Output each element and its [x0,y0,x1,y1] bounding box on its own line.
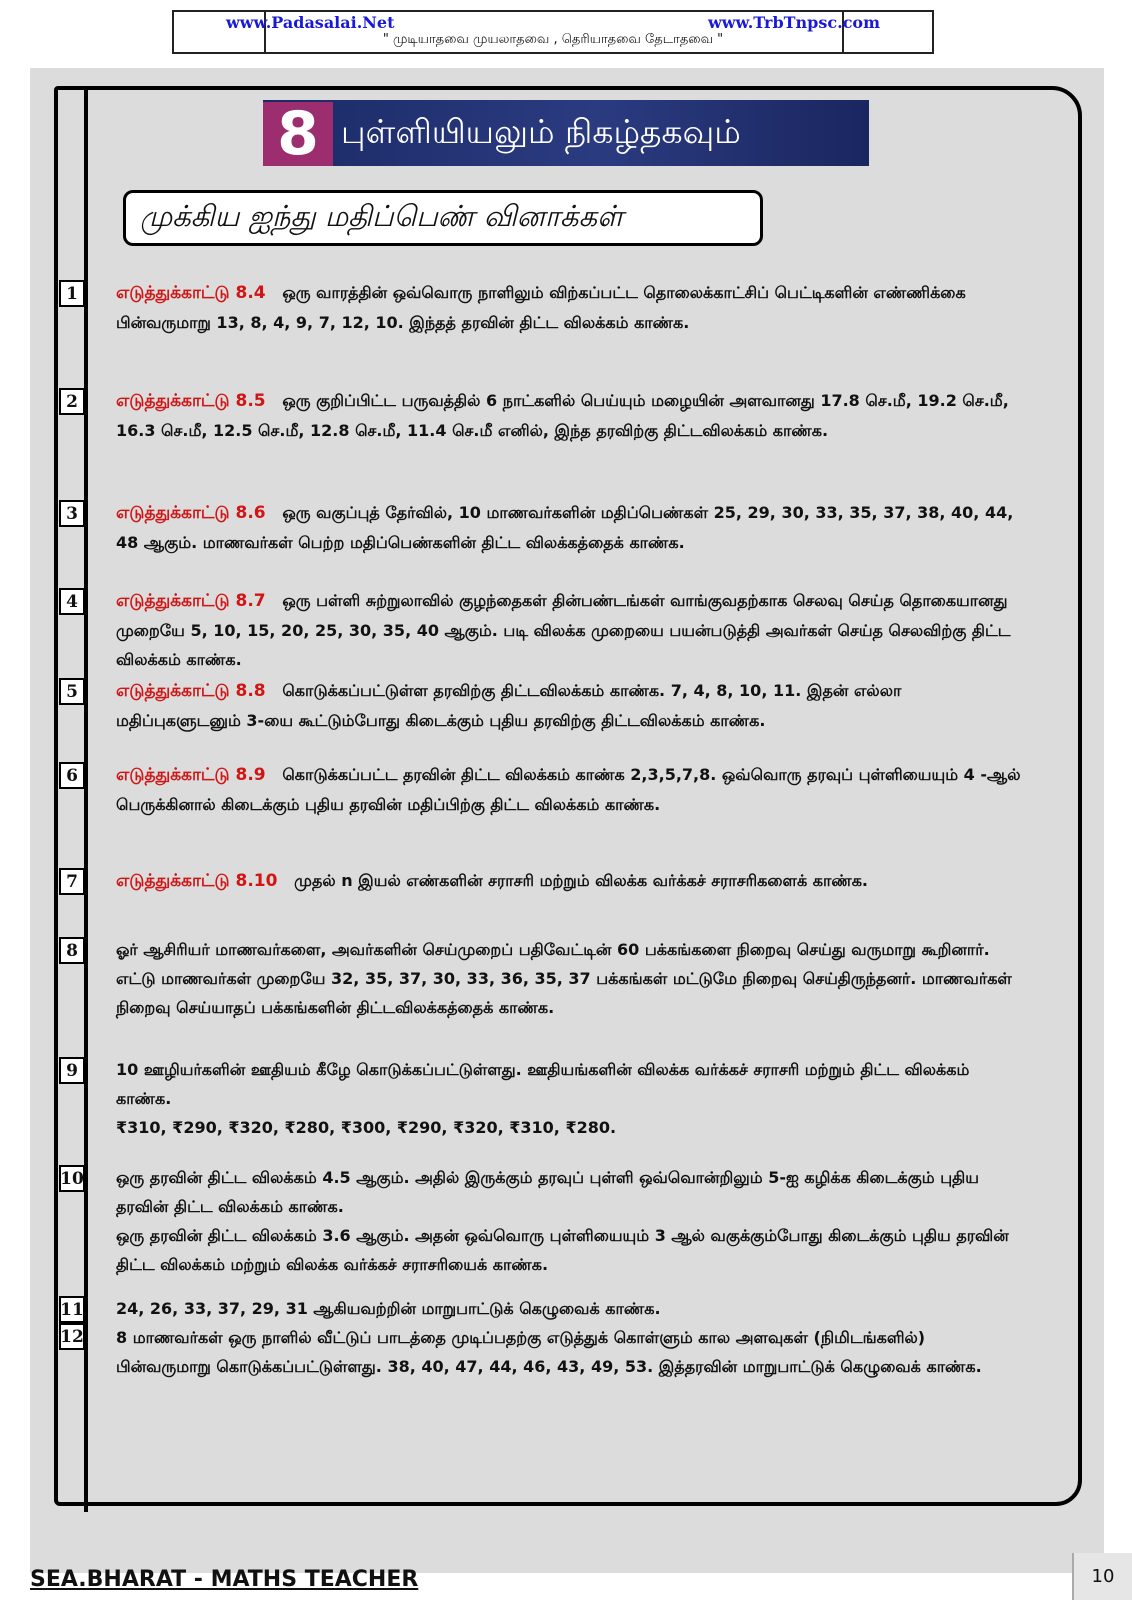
question-number: 12 [59,1323,85,1350]
question-number: 8 [59,937,85,964]
page-number: 10 [1072,1553,1132,1600]
question-text: ஒரு தரவின் திட்ட விலக்கம் 4.5 ஆகும். அதில் இருக்கும் தரவுப் புள்ளி ஒவ்வொன்றிலும் 5-ஐ கழிக்க கிடைக்கும் புதிய தரவின் திட்ட விலக்கம் காண்க. [116,1168,979,1216]
question-11 [116,1294,1021,1323]
question-number: 4 [59,588,85,615]
question-number: 11 [59,1296,85,1323]
question-6 [116,760,1021,819]
example-label: எடுத்துக்காட்டு 8.5 [116,391,266,411]
example-label: எடுத்துக்காட்டு 8.9 [116,765,266,785]
header-strip [172,10,934,54]
question-3 [116,498,1021,557]
section-title-box [123,190,763,246]
example-label: எடுத்துக்காட்டு 8.4 [116,283,266,303]
question-text: ஒரு குறிப்பிட்ட பருவத்தில் 6 நாட்களில் பெய்யும் மழையின் அளவானது 17.8 செ.மீ, 19.2 செ.மீ, 16.3 செ.மீ, 12.5 செ.மீ, 12.8 செ.மீ, 11.4 செ.மீ எனில், இந்த தரவிற்கு திட்டவிலக்கம் காண்க. [116,391,1009,440]
question-number: 5 [59,678,85,705]
header-motto: " முடியாதவை முயலாதவை , தெரியாதவை தேடாதவை " [382,32,724,47]
question-text: கொடுக்கப்பட்ட தரவின் திட்ட விலக்கம் காண்க 2,3,5,7,8. ஒவ்வொரு தரவுப் புள்ளியையும் 4 -ஆல் பெருக்கினால் கிடைக்கும் புதிய தரவின் மதிப்பிற்கு திட்ட விலக்கம் காண்க. [116,765,1021,814]
question-number: 9 [59,1057,85,1084]
chapter-title: புள்ளியியலும் நிகழ்தகவும் [341,112,741,151]
header-url-left[interactable]: www.Padasalai.Net [226,13,395,32]
question-number: 7 [59,868,85,895]
question-1 [116,278,1021,337]
question-5 [116,676,1021,735]
question-9 [116,1055,1021,1142]
example-label: எடுத்துக்காட்டு 8.8 [116,681,266,701]
question-text: கொடுக்கப்பட்டுள்ள தரவிற்கு திட்டவிலக்கம் காண்க. 7, 4, 8, 10, 11. இதன் எல்லா மதிப்புகளுடனும் 3-யை கூட்டும்போது கிடைக்கும் புதிய தரவிற்கு திட்டவிலக்கம் காண்க. [116,681,902,730]
question-extra: ஒரு தரவின் திட்ட விலக்கம் 3.6 ஆகும். அதன் ஒவ்வொரு புள்ளியையும் 3 ஆல் வகுக்கும்போது கிடைக்கும் புதிய தரவின் திட்ட விலக்கம் மற்றும் விலக்க வர்க்கச் சராசரியைக் காண்க. [116,1226,1009,1274]
question-text: ஒரு வகுப்புத் தேர்வில், 10 மாணவர்களின் மதிப்பெண்கள் 25, 29, 30, 33, 35, 37, 38, 40, 44, 48 ஆகும். மாணவர்கள் பெற்ற மதிப்பெண்களின் திட்ட விலக்கத்தைக் காண்க. [116,503,1014,552]
question-number: 1 [59,280,85,307]
question-number: 6 [59,762,85,789]
question-text: ஒரு வாரத்தின் ஒவ்வொரு நாளிலும் விற்கப்பட்ட தொலைக்காட்சிப் பெட்டிகளின் எண்ணிக்கை பின்வருமாறு 13, 8, 4, 9, 7, 12, 10. இந்தத் தரவின் திட்ட விலக்கம் காண்க. [116,283,966,332]
chapter-banner [263,99,869,169]
section-title: முக்கிய ஐந்து மதிப்பெண் வினாக்கள் [140,199,624,233]
question-text: முதல் n இயல் எண்களின் சராசரி மற்றும் விலக்க வர்க்கச் சராசரிகளைக் காண்க. [294,871,869,890]
question-8 [116,935,1021,1022]
question-extra: ₹310, ₹290, ₹320, ₹280, ₹300, ₹290, ₹320, ₹310, ₹280. [116,1118,617,1137]
question-7 [116,866,1021,896]
example-label: எடுத்துக்காட்டு 8.6 [116,503,266,523]
example-label: எடுத்துக்காட்டு 8.10 [116,871,278,891]
question-10 [116,1163,1021,1279]
question-number: 3 [59,500,85,527]
question-text: ஒரு பள்ளி சுற்றுலாவில் குழந்தைகள் தின்பண்டங்கள் வாங்குவதற்காக செலவு செய்த தொகையானது முறையே 5, 10, 15, 20, 25, 30, 35, 40 ஆகும். படி விலக்க முறையை பயன்படுத்தி அவர்கள் செய்த செலவிற்கு திட்ட விலக்கம் காண்க. [116,591,1011,669]
footer-author: SEA.BHARAT - MATHS TEACHER [30,1567,419,1592]
question-4 [116,586,1021,674]
question-number: 10 [59,1165,85,1192]
question-text: ஓர் ஆசிரியர் மாணவர்களை, அவர்களின் செய்முறைப் பதிவேட்டின் 60 பக்கங்களை நிறைவு செய்து வருமாறு கூறினார். எட்டு மாணவர்கள் முறையே 32, 35, 37, 30, 33, 36, 35, 37 பக்கங்கள் மட்டுமே நிறைவு செய்திருந்தனர். மாணவர்கள் நிறைவு செய்யாதப் பக்கங்களின் திட்டவிலக்கத்தைக் காண்க. [116,940,1012,1017]
question-text: 24, 26, 33, 37, 29, 31 ஆகியவற்றின் மாறுபாட்டுக் கெழுவைக் காண்க. [116,1299,661,1318]
question-2 [116,386,1021,445]
chapter-number: 8 [263,102,333,166]
example-label: எடுத்துக்காட்டு 8.7 [116,591,266,611]
question-text: 10 ஊழியர்களின் ஊதியம் கீழே கொடுக்கப்பட்டுள்ளது. ஊதியங்களின் விலக்க வர்க்கச் சராசரி மற்றும் திட்ட விலக்கம் காண்க. [116,1060,970,1108]
question-text: 8 மாணவர்கள் ஒரு நாளில் வீட்டுப் பாடத்தை முடிப்பதற்கு எடுத்துக் கொள்ளும் கால அளவுகள் (நிமிடங்களில்) பின்வருமாறு கொடுக்கப்பட்டுள்ளது. 38, 40, 47, 44, 46, 43, 49, 53. இத்தரவின் மாறுபாட்டுக் கெழுவைக் காண்க. [116,1328,982,1376]
header-url-right[interactable]: www.TrbTnpsc.com [708,13,881,32]
question-12 [116,1323,1021,1381]
question-number: 2 [59,388,85,415]
